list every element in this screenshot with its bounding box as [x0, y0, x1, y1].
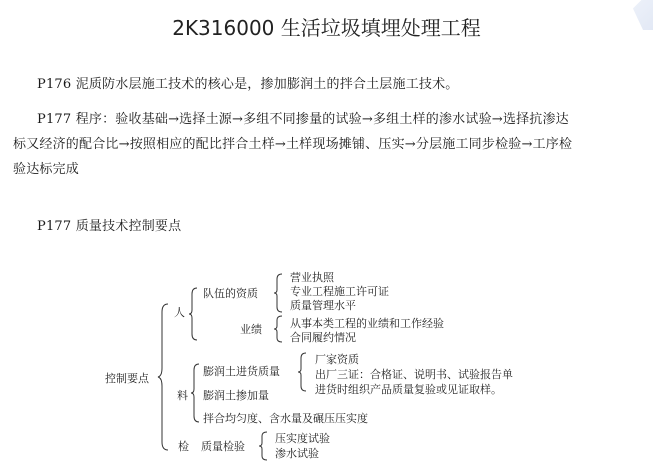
page-title: 2K316000 生活垃圾填埋处理工程 — [172, 16, 481, 40]
quality-check-item-1: 压实度试验 — [275, 432, 330, 445]
qualification-item-2: 专业工程施工许可证 — [290, 285, 389, 298]
performance-item-2: 合同履约情况 — [290, 331, 356, 344]
material-label: 料 — [177, 389, 188, 402]
qualification-item-3: 质量管理水平 — [290, 299, 356, 312]
bentonite-quality-label: 膨润土进货质量 — [203, 365, 280, 378]
quality-check-brace — [258, 430, 268, 462]
quality-check-label: 质量检验 — [201, 440, 245, 453]
root-brace — [157, 302, 169, 452]
bentonite-dosage-label: 膨润土掺加量 — [203, 389, 269, 402]
person-label: 人 — [174, 306, 185, 319]
person-brace — [188, 286, 198, 342]
material-brace — [190, 362, 200, 424]
procedure-line-3: 验达标完成 — [13, 162, 80, 177]
bentonite-quality-item-1: 厂家资质 — [315, 353, 359, 366]
performance-brace — [273, 314, 283, 344]
root-label: 控制要点 — [105, 372, 149, 385]
performance-item-1: 从事本类工程的业绩和工作经验 — [290, 317, 444, 330]
performance-label: 业绩 — [240, 323, 262, 336]
paragraph-p177-procedure — [13, 107, 642, 182]
procedure-line-1: P177 程序：验收基础→选择土源→多组不同掺量的试验→多组土样的渗水试验→选择抗渗达 — [37, 112, 569, 127]
mixing-label: 拌合均匀度、含水量及碾压压实度 — [203, 412, 368, 425]
bentonite-quality-item-3: 进货时组织产品质量复验或见证取样。 — [315, 383, 502, 396]
qualification-brace — [273, 272, 283, 314]
qualification-item-1: 营业执照 — [290, 271, 334, 284]
paragraph-p176: P176 泥质防水层施工技术的核心是，掺加膨润土的拌合土层施工技术。 — [37, 77, 459, 92]
quality-control-mindmap — [0, 262, 653, 476]
qualification-label: 队伍的资质 — [203, 287, 258, 300]
inspection-label: 检 — [178, 440, 189, 453]
bentonite-quality-item-2: 出厂三证：合格证、说明书、试验报告单 — [315, 368, 513, 381]
bentonite-quality-brace — [297, 351, 307, 393]
procedure-line-2: 标又经济的配合比→按照相应的配比拌合土样→土样现场摊铺、压实→分层施工同步检验→工序检 — [13, 137, 573, 152]
quality-check-item-2: 渗水试验 — [275, 447, 319, 460]
paragraph-p177-quality: P177 质量技术控制要点 — [37, 219, 182, 234]
